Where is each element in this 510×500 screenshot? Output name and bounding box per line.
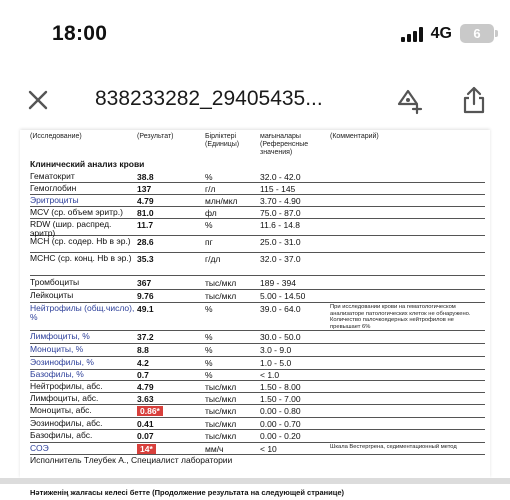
table-row bbox=[30, 444, 485, 455]
table-row bbox=[30, 406, 485, 418]
result-unit: мм/ч bbox=[205, 444, 224, 454]
result-name: СОЭ bbox=[30, 443, 49, 453]
result-reference: 1.50 - 8.00 bbox=[260, 382, 301, 392]
result-unit: % bbox=[205, 172, 213, 182]
result-name: MCH (ср. содер. Hb в эр.) bbox=[30, 236, 131, 246]
result-unit: % bbox=[205, 358, 213, 368]
viewer-toolbar bbox=[0, 70, 510, 130]
result-reference: 3.70 - 4.90 bbox=[260, 196, 301, 206]
result-value: 9.76 bbox=[137, 291, 154, 301]
result-value: 4.79 bbox=[137, 382, 154, 392]
result-name: Базофилы, абс. bbox=[30, 430, 93, 440]
network-type: 4G bbox=[430, 24, 452, 42]
result-value bbox=[137, 406, 192, 416]
result-unit: тыс/мкл bbox=[205, 394, 237, 404]
status-indicators bbox=[401, 24, 494, 43]
status-time: 18:00 bbox=[52, 22, 108, 45]
result-value: 37.2 bbox=[137, 332, 154, 342]
result-name: Эозинофилы, абс. bbox=[30, 418, 103, 428]
result-reference: 39.0 - 64.0 bbox=[260, 304, 301, 314]
result-comment: Шкала Вестергрена, седиментационный метод bbox=[330, 444, 457, 450]
result-name: Лимфоциты, % bbox=[30, 331, 90, 341]
document-page[interactable] bbox=[20, 130, 490, 478]
result-name: MCHC (ср. конц. Hb в эр.) bbox=[30, 253, 132, 263]
result-name: Тромбоциты bbox=[30, 277, 80, 287]
result-name: Моноциты, % bbox=[30, 344, 84, 354]
table-row bbox=[30, 382, 485, 393]
result-reference: 25.0 - 31.0 bbox=[260, 237, 301, 247]
result-reference: 189 - 394 bbox=[260, 278, 296, 288]
flagged-result: 14* bbox=[137, 444, 156, 454]
result-unit: пг bbox=[205, 237, 213, 247]
markup-pen-icon bbox=[395, 85, 425, 115]
result-name: Гематокрит bbox=[30, 171, 75, 181]
table-row bbox=[30, 431, 485, 443]
result-unit: тыс/мкл bbox=[205, 419, 237, 429]
result-value: 11.7 bbox=[137, 220, 154, 230]
result-name: Лейкоциты bbox=[30, 290, 74, 300]
result-unit: г/л bbox=[205, 184, 216, 194]
table-row bbox=[30, 208, 485, 219]
result-value: 8.8 bbox=[137, 345, 149, 355]
header-study: (Исследование) bbox=[30, 133, 82, 140]
document-page-2[interactable] bbox=[20, 484, 490, 500]
result-reference: 11.6 - 14.8 bbox=[260, 220, 301, 230]
table-row bbox=[30, 332, 485, 344]
table-row bbox=[30, 394, 485, 405]
result-reference: 75.0 - 87.0 bbox=[260, 208, 301, 218]
result-name: Гемоглобин bbox=[30, 183, 77, 193]
result-value: 3.63 bbox=[137, 394, 154, 404]
result-value: 81.0 bbox=[137, 208, 154, 218]
table-row bbox=[30, 291, 485, 303]
result-value: 0.07 bbox=[137, 431, 154, 441]
markup-button[interactable] bbox=[392, 82, 428, 118]
table-row bbox=[30, 172, 485, 183]
signature-line: Исполнитель Тлеубек А., Специалист лаборатории bbox=[30, 455, 233, 465]
header-comment: (Комментарий) bbox=[330, 133, 379, 140]
continued-note: Нәтиженің жалғасы келесі бетте (Продолжение результата на следующей странице) bbox=[30, 488, 345, 497]
result-reference: 0.00 - 0.20 bbox=[260, 431, 301, 441]
table-row bbox=[30, 196, 485, 207]
result-value: 367 bbox=[137, 278, 152, 288]
header-units: Бірліктері (Единицы) bbox=[205, 133, 240, 148]
share-button[interactable] bbox=[456, 82, 492, 118]
result-unit: млн/мкл bbox=[205, 196, 238, 206]
close-button[interactable] bbox=[20, 82, 56, 118]
document-title: 838233282_29405435... bbox=[95, 87, 323, 110]
result-reference: 0.00 - 0.80 bbox=[260, 406, 301, 416]
header-result: (Результат) bbox=[137, 133, 174, 140]
result-comment: При исследовании крови на гематологическом анализаторе патологических клеток не обнаружено. Количество палочкоядерных нейтрофилов не превышает 6% bbox=[330, 304, 471, 330]
result-name: Нейтрофилы (общ.число), % bbox=[30, 303, 135, 322]
result-unit: тыс/мкл bbox=[205, 291, 237, 301]
result-reference: 32.0 - 42.0 bbox=[260, 172, 301, 182]
result-reference: 1.50 - 7.00 bbox=[260, 394, 301, 404]
result-name: MCV (ср. объем эритр.) bbox=[30, 207, 123, 217]
result-reference: 1.0 - 5.0 bbox=[260, 358, 292, 368]
result-reference: 32.0 - 37.0 bbox=[260, 254, 301, 264]
result-unit: тыс/мкл bbox=[205, 406, 237, 416]
result-name: Нейтрофилы, абс. bbox=[30, 381, 103, 391]
result-unit: % bbox=[205, 304, 213, 314]
table-row bbox=[30, 358, 485, 370]
table-row bbox=[30, 184, 485, 195]
table-row bbox=[30, 370, 485, 381]
battery-icon bbox=[460, 24, 494, 43]
result-unit: тыс/мкл bbox=[205, 431, 237, 441]
close-icon bbox=[27, 89, 49, 111]
result-unit: тыс/мкл bbox=[205, 278, 237, 288]
result-name: Моноциты, абс. bbox=[30, 405, 92, 415]
table-row bbox=[30, 419, 485, 430]
result-value: 49.1 bbox=[137, 304, 154, 314]
result-value bbox=[137, 444, 192, 454]
table-row bbox=[30, 304, 485, 331]
result-name: Базофилы, % bbox=[30, 369, 84, 379]
table-row bbox=[30, 278, 485, 290]
result-unit: % bbox=[205, 370, 213, 380]
status-bar bbox=[0, 0, 510, 70]
header-reference: мағыналары (Референсные значения) bbox=[260, 133, 309, 156]
result-reference: < 10 bbox=[260, 444, 277, 454]
result-reference: 115 - 145 bbox=[260, 184, 296, 194]
battery-level: 6 bbox=[473, 26, 481, 41]
result-reference: < 1.0 bbox=[260, 370, 280, 380]
result-value: 137 bbox=[137, 184, 152, 194]
table-row bbox=[30, 220, 485, 236]
flagged-result: 0.86* bbox=[137, 406, 163, 416]
result-unit: % bbox=[205, 332, 213, 342]
result-unit: % bbox=[205, 220, 213, 230]
result-unit: фл bbox=[205, 208, 217, 218]
table-row bbox=[30, 237, 485, 253]
result-reference: 30.0 - 50.0 bbox=[260, 332, 301, 342]
table-row bbox=[30, 254, 485, 276]
result-value: 0.7 bbox=[137, 370, 149, 380]
result-value: 28.6 bbox=[137, 237, 154, 247]
result-name: Эритроциты bbox=[30, 195, 79, 205]
share-icon bbox=[461, 85, 487, 115]
result-reference: 3.0 - 9.0 bbox=[260, 345, 292, 355]
result-name: RDW (шир. распред. эритр) bbox=[30, 219, 112, 238]
result-reference: 0.00 - 0.70 bbox=[260, 419, 301, 429]
result-value: 4.79 bbox=[137, 196, 154, 206]
result-unit: тыс/мкл bbox=[205, 382, 237, 392]
result-unit: г/дл bbox=[205, 254, 221, 264]
result-value: 38.8 bbox=[137, 172, 154, 182]
result-value: 35.3 bbox=[137, 254, 154, 264]
result-value: 0.41 bbox=[137, 419, 154, 429]
table-row bbox=[30, 345, 485, 357]
result-name: Лимфоциты, абс. bbox=[30, 393, 99, 403]
signal-icon bbox=[401, 26, 423, 42]
result-value: 4.2 bbox=[137, 358, 149, 368]
section-title: Клинический анализ крови bbox=[30, 159, 145, 169]
result-name: Эозинофилы, % bbox=[30, 357, 94, 367]
result-unit: % bbox=[205, 345, 213, 355]
result-reference: 5.00 - 14.50 bbox=[260, 291, 306, 301]
